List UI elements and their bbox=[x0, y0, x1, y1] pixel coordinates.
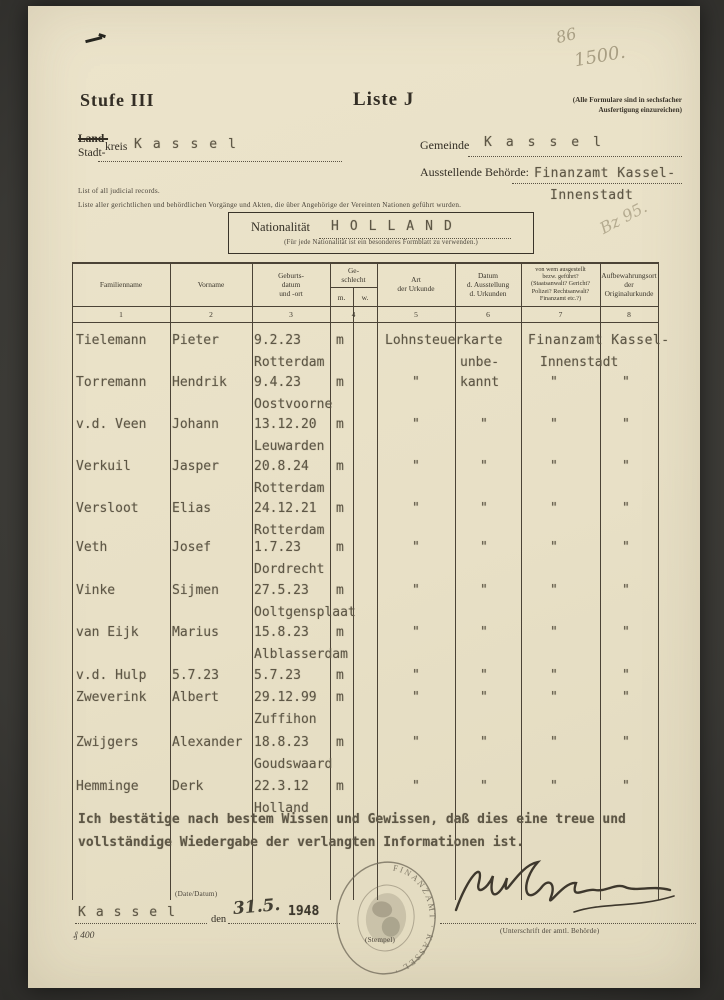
row-7-geburtsort: Ooltgensplaat bbox=[254, 605, 356, 620]
den-line bbox=[228, 923, 340, 924]
col-number-3: 3 bbox=[289, 309, 293, 319]
pencil-annotation-top-right2: 1500. bbox=[572, 41, 627, 72]
row-2-geschlecht: m bbox=[336, 375, 344, 390]
row-7-art-der-urkunde: " bbox=[412, 583, 420, 598]
row-12-aufbewahrungsort: " bbox=[622, 779, 630, 794]
col-header-line: Geburts- bbox=[278, 270, 304, 280]
row-11-art-der-urkunde: " bbox=[412, 735, 420, 750]
col-sub-w: w. bbox=[361, 292, 369, 302]
statement-line1: Ich bestätige nach bestem Wissen und Gewissen, daß dies eine treue und bbox=[78, 812, 626, 827]
row-11-geschlecht: m bbox=[336, 735, 344, 750]
row-5-geburtsdatum: 24.12.21 bbox=[254, 501, 317, 516]
row-6-familienname: Veth bbox=[76, 540, 108, 555]
row-4-geburtsort: Rotterdam bbox=[254, 481, 325, 496]
row-10-art-der-urkunde: " bbox=[412, 690, 420, 705]
row-11-vorname: Alexander bbox=[172, 735, 243, 750]
row-10-geburtsort: Zuffihon bbox=[254, 712, 317, 727]
col-number-6: 6 bbox=[486, 309, 490, 319]
row-4-geburtsdatum: 20.8.24 bbox=[254, 459, 309, 474]
col-header-1 bbox=[72, 263, 170, 305]
row-8-geburtsort: Alblasserdam bbox=[254, 647, 348, 662]
col-number-5: 5 bbox=[414, 309, 418, 319]
row-2-von-wem: " bbox=[550, 375, 558, 390]
place-line bbox=[75, 923, 207, 924]
row-9-familienname: v.d. Hulp bbox=[76, 668, 147, 683]
copies-note-line2: Ausfertigung einzureichen) bbox=[598, 105, 682, 114]
row-7-von-wem: " bbox=[550, 583, 558, 598]
signature-line bbox=[440, 923, 696, 924]
row-1-vorname: Pieter bbox=[172, 333, 219, 348]
col-sub-m: m. bbox=[337, 292, 346, 302]
nationality-value: HOLLAND bbox=[331, 219, 463, 234]
row-4-vorname: Jasper bbox=[172, 459, 219, 474]
row-12-familienname: Hemminge bbox=[76, 779, 139, 794]
row-7-familienname: Vinke bbox=[76, 583, 116, 598]
row-5-vorname: Elias bbox=[172, 501, 212, 516]
row-9-von-wem: " bbox=[550, 668, 558, 683]
row-1-geschlecht: m bbox=[336, 333, 344, 348]
row-10-von-wem: " bbox=[550, 690, 558, 705]
row-2-geburtsort: Oostvoorne bbox=[254, 397, 333, 412]
row-11-datum: " bbox=[480, 735, 488, 750]
row-11-von-wem: " bbox=[550, 735, 558, 750]
form-list-title: Liste J bbox=[353, 89, 415, 110]
row-1-von-wem2: Innenstadt bbox=[540, 355, 619, 370]
col-header-5 bbox=[377, 263, 455, 305]
col-header-line: d. Urkunden bbox=[469, 288, 507, 298]
gemeinde-value: Kassel bbox=[484, 135, 615, 150]
col-header-line: Familienname bbox=[99, 279, 143, 289]
col-header-6 bbox=[455, 263, 521, 305]
col-header-4 bbox=[330, 263, 377, 287]
intro-english: List of all judicial records. bbox=[78, 187, 160, 195]
row-11-familienname: Zwijgers bbox=[76, 735, 139, 750]
row-8-aufbewahrungsort: " bbox=[622, 625, 630, 640]
row-10-aufbewahrungsort: " bbox=[622, 690, 630, 705]
row-12-geburtsort: Holland bbox=[254, 801, 309, 816]
table-vline-0 bbox=[72, 262, 73, 900]
row-12-vorname: Derk bbox=[172, 779, 204, 794]
handwritten-date: 31.5. bbox=[232, 894, 282, 920]
row-2-familienname: Torremann bbox=[76, 375, 147, 390]
row-5-aufbewahrungsort: " bbox=[622, 501, 630, 516]
row-4-datum: " bbox=[480, 459, 488, 474]
col-header-line: (Staatsanwalt? Gericht? bbox=[531, 280, 590, 288]
col-header-line: datum bbox=[281, 279, 301, 289]
col-header-line: schlecht bbox=[341, 275, 366, 284]
col-header-line: Originalurkunde bbox=[604, 288, 654, 298]
row-1-geburtsort: Rotterdam bbox=[254, 355, 325, 370]
row-1-geburtsdatum: 9.2.23 bbox=[254, 333, 301, 348]
table-vline-2 bbox=[252, 262, 253, 900]
date-label: (Date/Datum) bbox=[175, 890, 218, 898]
row-8-geburtsdatum: 15.8.23 bbox=[254, 625, 309, 640]
print-mark: ₰ 400 bbox=[73, 931, 95, 941]
statement-line2: vollständige Wiedergabe der verlangten Informationen ist. bbox=[78, 835, 525, 850]
row-2-vorname: Hendrik bbox=[172, 375, 227, 390]
row-7-datum: " bbox=[480, 583, 488, 598]
document-page bbox=[28, 6, 700, 988]
intro-german: Liste aller gerichtlichen und behördlichen Vorgänge und Akten, die über Angehörige der Vereinten Nationen geführt wurden. bbox=[78, 201, 462, 209]
row-5-datum: " bbox=[480, 501, 488, 516]
behoerde-label: Ausstellende Behörde: bbox=[420, 165, 529, 179]
row-3-aufbewahrungsort: " bbox=[622, 417, 630, 432]
copies-note-line1: (Alle Formulare sind in sechsfacher bbox=[572, 96, 682, 104]
col-header-line: Datum bbox=[477, 270, 499, 280]
table-vline-1 bbox=[170, 262, 171, 900]
row-4-von-wem: " bbox=[550, 459, 558, 474]
row-6-geburtsdatum: 1.7.23 bbox=[254, 540, 301, 555]
nationality-label: Nationalität bbox=[251, 220, 311, 234]
row-7-aufbewahrungsort: " bbox=[622, 583, 630, 598]
signature-label: (Unterschrift der amtl. Behörde) bbox=[500, 927, 600, 935]
row-1-datum2: unbe- bbox=[460, 355, 500, 370]
row-5-geschlecht: m bbox=[336, 501, 344, 516]
col-header-line: und -ort bbox=[279, 288, 303, 298]
row-6-datum: " bbox=[480, 540, 488, 555]
row-4-geschlecht: m bbox=[336, 459, 344, 474]
stamp-ring-text: FINANZAMT · KASSEL · bbox=[391, 862, 438, 977]
row-9-aufbewahrungsort: " bbox=[622, 668, 630, 683]
stadt-label: Stadt- bbox=[78, 147, 106, 159]
col-header-line: der bbox=[624, 279, 634, 289]
official-stamp bbox=[317, 844, 454, 991]
row-6-aufbewahrungsort: " bbox=[622, 540, 630, 555]
row-2-aufbewahrungsort: " bbox=[622, 375, 630, 390]
col-header-8 bbox=[600, 263, 658, 305]
form-stage-title: Stufe III bbox=[80, 90, 155, 110]
col-header-line: d. Ausstellung bbox=[466, 279, 510, 289]
nationality-note: (Für jede Nationalität ist ein besonderes Formblatt zu verwenden.) bbox=[284, 239, 478, 246]
row-10-datum: " bbox=[480, 690, 488, 705]
row-2-datum: kannt bbox=[460, 375, 500, 390]
behoerde-value-line2: Innenstadt bbox=[550, 188, 634, 203]
col-header-line: Art bbox=[411, 275, 421, 284]
row-8-datum: " bbox=[480, 625, 488, 640]
row-1-von-wem: Finanzamt Kassel- bbox=[528, 333, 670, 348]
row-3-geburtsdatum: 13.12.20 bbox=[254, 417, 317, 432]
row-2-geburtsdatum: 9.4.23 bbox=[254, 375, 301, 390]
col-number-4: 4 bbox=[351, 309, 356, 319]
kreis-label: kreis bbox=[105, 141, 128, 153]
col-header-line: Finanzamt etc.?) bbox=[539, 294, 582, 302]
row-3-geschlecht: m bbox=[336, 417, 344, 432]
row-10-geburtsdatum: 29.12.99 bbox=[254, 690, 317, 705]
col-header-7 bbox=[521, 263, 600, 305]
row-12-von-wem: " bbox=[550, 779, 558, 794]
row-7-geschlecht: m bbox=[336, 583, 344, 598]
table-vline-4 bbox=[377, 262, 378, 900]
col-header-line: der Urkunde bbox=[397, 284, 435, 293]
row-4-familienname: Verkuil bbox=[76, 459, 131, 474]
behoerde-value-line1: Finanzamt Kassel- bbox=[534, 166, 676, 181]
row-9-geschlecht: m bbox=[336, 668, 344, 683]
row-3-datum: " bbox=[480, 417, 488, 432]
table-vline-5 bbox=[455, 262, 456, 900]
row-5-geburtsort: Rotterdam bbox=[254, 523, 325, 538]
row-3-vorname: Johann bbox=[172, 417, 219, 432]
row-1-art-der-urkunde: Lohnsteuerkarte bbox=[385, 333, 503, 348]
stamp-label: (Stempel) bbox=[365, 936, 396, 944]
row-6-geschlecht: m bbox=[336, 540, 344, 555]
row-3-geburtsort: Leuwarden bbox=[254, 439, 325, 454]
pencil-annotation-top-right: 86 bbox=[554, 23, 579, 48]
row-3-von-wem: " bbox=[550, 417, 558, 432]
row-5-von-wem: " bbox=[550, 501, 558, 516]
pencil-annotation-mid-right: Bz 95. bbox=[596, 197, 651, 238]
signature bbox=[446, 854, 686, 929]
row-2-art-der-urkunde: " bbox=[412, 375, 420, 390]
row-6-art-der-urkunde: " bbox=[412, 540, 420, 555]
row-6-geburtsort: Dordrecht bbox=[254, 562, 325, 577]
place-value: Kassel bbox=[78, 905, 185, 920]
table-vline-8 bbox=[658, 262, 659, 900]
row-8-geschlecht: m bbox=[336, 625, 344, 640]
row-8-familienname: van Eijk bbox=[76, 625, 139, 640]
row-10-familienname: Zweverink bbox=[76, 690, 147, 705]
row-3-art-der-urkunde: " bbox=[412, 417, 420, 432]
den-label: den bbox=[211, 914, 227, 925]
row-3-familienname: v.d. Veen bbox=[76, 417, 147, 432]
row-9-datum: " bbox=[480, 668, 488, 683]
row-1-familienname: Tielemann bbox=[76, 333, 147, 348]
col-header-line: Aufbewahrungsort bbox=[601, 270, 657, 280]
row-12-geschlecht: m bbox=[336, 779, 344, 794]
table-vline-3 bbox=[330, 262, 331, 900]
col-header-line: Vorname bbox=[197, 279, 225, 289]
row-4-aufbewahrungsort: " bbox=[622, 459, 630, 474]
row-6-vorname: Josef bbox=[172, 540, 212, 555]
row-7-vorname: Sijmen bbox=[172, 583, 219, 598]
row-8-von-wem: " bbox=[550, 625, 558, 640]
table-number-rule bbox=[72, 322, 658, 323]
row-5-familienname: Versloot bbox=[76, 501, 139, 516]
row-10-geschlecht: m bbox=[336, 690, 344, 705]
col-number-8: 8 bbox=[627, 309, 631, 319]
row-12-geburtsdatum: 22.3.12 bbox=[254, 779, 309, 794]
row-10-vorname: Albert bbox=[172, 690, 219, 705]
year-value: 1948 bbox=[288, 904, 320, 919]
col-number-1: 1 bbox=[119, 309, 123, 319]
col-header-line: bezw. geführt? bbox=[542, 273, 579, 281]
row-11-geburtsdatum: 18.8.23 bbox=[254, 735, 309, 750]
col-number-2: 2 bbox=[209, 309, 213, 319]
row-9-vorname: 5.7.23 bbox=[172, 668, 219, 683]
col-header-2 bbox=[170, 263, 252, 305]
row-6-von-wem: " bbox=[550, 540, 558, 555]
col-header-line: Ge- bbox=[347, 266, 360, 275]
row-12-datum: " bbox=[480, 779, 488, 794]
col-header-line: Polizei? Rechtsanwalt? bbox=[531, 287, 590, 295]
row-11-geburtsort: Goudswaard bbox=[254, 757, 333, 772]
col-number-7: 7 bbox=[558, 309, 563, 319]
row-7-geburtsdatum: 27.5.23 bbox=[254, 583, 309, 598]
row-9-art-der-urkunde: " bbox=[412, 668, 420, 683]
table-mw-rule bbox=[330, 287, 377, 288]
table-vline-6 bbox=[521, 262, 522, 900]
table-vline-mw bbox=[353, 288, 354, 900]
col-header-line: von wem ausgestellt bbox=[535, 265, 586, 273]
gemeinde-label: Gemeinde bbox=[420, 138, 470, 152]
row-8-art-der-urkunde: " bbox=[412, 625, 420, 640]
col-header-3 bbox=[252, 263, 330, 305]
row-12-art-der-urkunde: " bbox=[412, 779, 420, 794]
kreis-value: Kassel bbox=[134, 137, 247, 152]
row-4-art-der-urkunde: " bbox=[412, 459, 420, 474]
row-9-geburtsdatum: 5.7.23 bbox=[254, 668, 301, 683]
row-11-aufbewahrungsort: " bbox=[622, 735, 630, 750]
land-label: Land- bbox=[78, 133, 109, 145]
row-5-art-der-urkunde: " bbox=[412, 501, 420, 516]
row-8-vorname: Marius bbox=[172, 625, 219, 640]
